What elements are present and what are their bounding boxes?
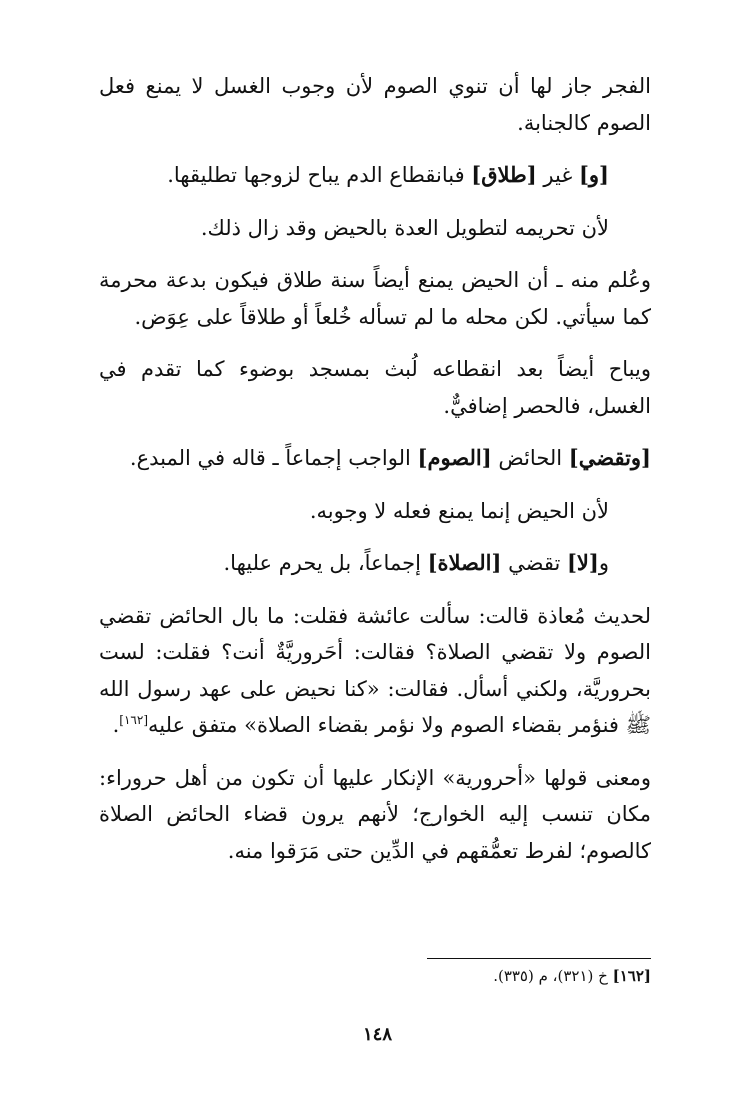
footnote [493, 965, 651, 987]
paragraph-1: الفجر جاز لها أن تنوي الصوم لأن وجوب الغسل لا يمنع فعل الصوم كالجنابة. [99, 74, 651, 135]
paragraph-5: ويباح أيضاً بعد انقطاعه لُبث بمسجد بوضوء كما تقدم في الغسل، فالحصر إضافيٌّ. [99, 357, 651, 418]
bracketed-term: [الصوم] [417, 445, 492, 470]
page-body [99, 68, 651, 869]
paragraph-3: لأن تحريمه لتطويل العدة بالحيض وقد زال ذلك. [200, 215, 609, 240]
bracketed-term: [وتقضي] [568, 445, 651, 470]
paragraph-8 [99, 545, 651, 582]
bracketed-term: [و] [578, 162, 609, 187]
text-span: إجماعاً، بل يحرم عليها. [223, 551, 428, 575]
bracketed-term: [طلاق] [471, 162, 537, 187]
footnote-reference: [١٦٢] [119, 713, 149, 727]
text-span: فبانقطاع الدم يباح لزوجها تطليقها. [167, 163, 472, 187]
paragraph-10: ومعنى قولها «أحرورية» الإنكار عليها أن تكون من أهل حروراء: مكان تنسب إليه الخوارج؛ لأنهم يرون قضاء الحائض الصلاة كالصوم؛ لفرط تعمُّقهم في الدِّين حتى مَرَقوا منه. [99, 765, 651, 863]
text-span: تقضي [501, 551, 567, 575]
footnote-divider [427, 958, 651, 959]
paragraph-9 [99, 598, 651, 744]
text-span: و [598, 551, 609, 575]
footnote-number: [١٦٢] [612, 967, 651, 985]
paragraph-2 [99, 157, 651, 194]
paragraph-6 [99, 440, 651, 477]
bracketed-term: [الصلاة] [427, 550, 502, 575]
paragraph-7: لأن الحيض إنما يمنع فعله لا وجوبه. [309, 498, 609, 523]
text-span: الواجب إجماعاً ـ قاله في المبدع. [129, 446, 418, 470]
text-span: . [112, 713, 120, 737]
text-span: لحديث مُعاذة قالت: سألت عائشة فقلت: ما بال الحائض تقضي الصوم ولا تقضي الصلاة؟ فقالت: أحَروريَّةٌ أنت؟ فقلت: لست بحروريَّة، ولكني أسأل. فقالت: «كنا نحيض على عهد رسول الله ﷺ فنؤمر بقضاء الصوم ولا نؤمر بقضاء الصلاة» متفق عليه [99, 603, 651, 737]
page-number: ١٤٨ [362, 1024, 392, 1045]
text-span: غير [536, 163, 579, 187]
footnote-text: خ (٣٢١)، م (٣٣٥). [493, 967, 613, 985]
bracketed-term: [لا] [566, 550, 599, 575]
paragraph-4: وعُلم منه ـ أن الحيض يمنع أيضاً سنة طلاق فيكون بدعة محرمة كما سيأتي. لكن محله ما لم تسأله خُلعاً أو طلاقاً على عِوَض. [99, 268, 651, 329]
text-span: الحائض [491, 446, 569, 470]
